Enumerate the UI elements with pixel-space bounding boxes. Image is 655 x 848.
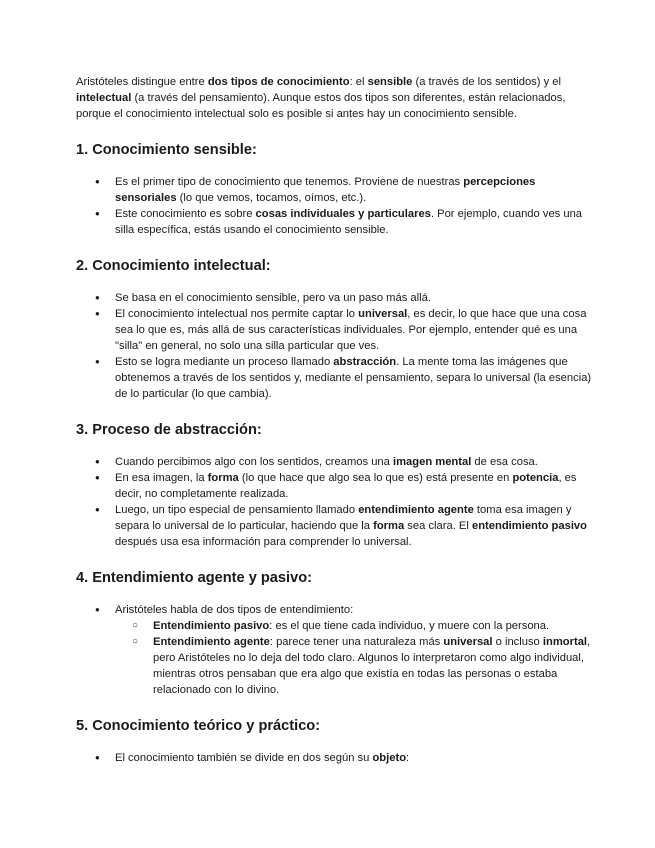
text-run: : el: [349, 76, 368, 88]
list-item: [76, 354, 592, 402]
bold-text: imagen mental: [392, 456, 472, 468]
list-item: [76, 174, 592, 206]
text-run: Aristóteles habla de dos tipos de entendimiento:: [115, 604, 354, 616]
section-heading: 3. Proceso de abstracción:: [76, 422, 262, 438]
list-item: [76, 454, 592, 470]
list-item: [76, 306, 592, 354]
text-run: Aristóteles distingue entre: [76, 76, 208, 88]
bold-text: universal: [443, 636, 493, 648]
bold-text: forma: [207, 472, 239, 484]
text-run: Es el primer tipo de conocimiento que tenemos. Proviene de nuestras: [115, 176, 464, 188]
sections-container: [76, 140, 592, 766]
bold-text: entendimiento agente: [358, 504, 474, 516]
text-run: El conocimiento intelectual nos permite captar lo: [115, 308, 359, 320]
list-item: [76, 602, 592, 618]
text-run: , es decir, no completamente realizada.: [115, 472, 577, 500]
list-item: [76, 206, 592, 238]
list-item: [76, 470, 592, 502]
text-run: Esto se logra mediante un proceso llamado: [115, 356, 334, 368]
bold-text: potencia: [512, 472, 559, 484]
bold-text: forma: [373, 520, 405, 532]
bold-text: abstracción: [333, 356, 397, 368]
sub-list-item: [76, 634, 592, 698]
text-run: :: [406, 752, 410, 764]
section-heading: 2. Conocimiento intelectual:: [76, 258, 271, 274]
section-heading: 5. Conocimiento teórico y práctico:: [76, 718, 321, 734]
bold-text: Entendimiento agente: [153, 636, 270, 648]
text-run: toma esa imagen y separa lo universal de lo particular, haciendo que la: [115, 504, 572, 532]
text-run: (a través del pensamiento). Aunque estos dos tipos son diferentes, están relacionados, porque el conocimiento intelectual solo es posible si antes hay un conocimiento sensible.: [76, 92, 566, 120]
text-run: , es decir, lo que hace que una cosa sea lo que es, más allá de sus características individuales. Por ejemplo, entender qué es una "silla" en general, no solo una silla particular que ves.: [115, 308, 587, 352]
list-item: [76, 290, 592, 306]
text-run: (lo que hace que algo sea lo que es) está presente en: [238, 472, 513, 484]
sub-list-item: [76, 618, 592, 634]
list-item: [76, 750, 592, 766]
text-run: (a través de los sentidos) y el: [412, 76, 562, 88]
bold-text: Entendimiento pasivo: [153, 620, 270, 632]
bold-text: inmortal: [542, 636, 588, 648]
bold-text: intelectual: [76, 92, 132, 104]
bullet-list: [76, 290, 592, 402]
section-heading: 4. Entendimiento agente y pasivo:: [76, 570, 312, 586]
text-run: o incluso: [492, 636, 543, 648]
bold-text: percepciones sensoriales: [115, 176, 536, 204]
text-run: , pero Aristóteles no lo deja del todo claro. Algunos lo interpretaron como algo individual, mientras otros pensaban que era algo que existía en todas las personas o estaba relacionado con lo divino.: [153, 636, 591, 696]
text-run: El conocimiento también se divide en dos según su: [115, 752, 373, 764]
text-run: . La mente toma las imágenes que obtenemos a través de los sentidos y, mediante el pensamiento, separa lo universal (la esencia) de lo particular (lo que cambia).: [115, 356, 592, 400]
bullet-list: [76, 750, 592, 766]
document-page: [76, 74, 592, 766]
text-run: . Por ejemplo, cuando ves una silla específica, estás usando el conocimiento sensible.: [115, 208, 583, 236]
list-item: [76, 502, 592, 550]
bullet-list: [76, 602, 592, 698]
intro-paragraph: [76, 74, 592, 122]
bold-text: universal: [358, 308, 408, 320]
text-run: En esa imagen, la: [115, 472, 208, 484]
text-run: de esa cosa.: [471, 456, 538, 468]
text-run: (lo que vemos, tocamos, oímos, etc.).: [176, 192, 367, 204]
text-run: : es el que tiene cada individuo, y muere con la persona.: [269, 620, 550, 632]
bold-text: entendimiento pasivo: [471, 520, 587, 532]
text-run: : parece tener una naturaleza más: [269, 636, 444, 648]
section-heading: 1. Conocimiento sensible:: [76, 142, 257, 158]
text-run: Cuando percibimos algo con los sentidos, creamos una: [115, 456, 393, 468]
bold-text: objeto: [372, 752, 407, 764]
bold-text: sensible: [367, 76, 413, 88]
bold-text: cosas individuales y particulares: [255, 208, 431, 220]
bullet-list: [76, 454, 592, 550]
bullet-list: [76, 174, 592, 238]
text-run: sea clara. El: [404, 520, 472, 532]
text-run: Este conocimiento es sobre: [115, 208, 256, 220]
text-run: Se basa en el conocimiento sensible, pero va un paso más allá.: [115, 292, 431, 304]
text-run: después usa esa información para comprender lo universal.: [115, 536, 412, 548]
text-run: Luego, un tipo especial de pensamiento llamado: [115, 504, 359, 516]
bold-text: dos tipos de conocimiento: [207, 76, 350, 88]
